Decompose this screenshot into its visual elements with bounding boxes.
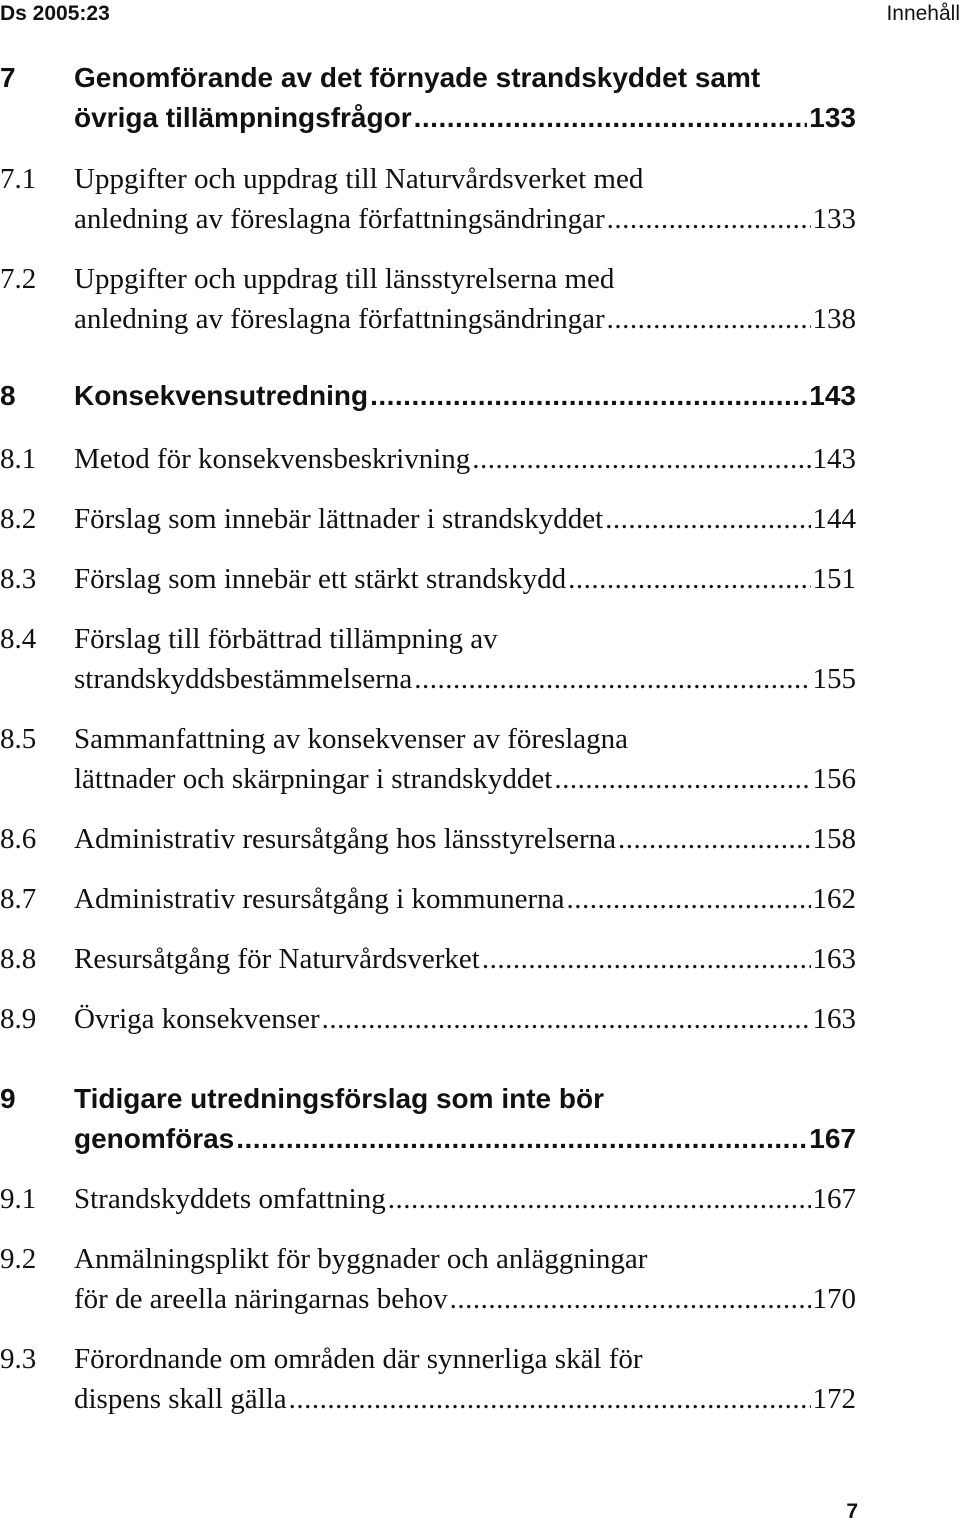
toc-entry-line <box>74 623 498 656</box>
toc-entry-title: anledning av föreslagna författningsändringar <box>74 303 605 335</box>
toc-entry-title: Förslag till förbättrad tillämpning av <box>74 623 498 655</box>
toc-entry-number: 8.7 <box>0 883 37 915</box>
toc-entry-line <box>74 943 856 976</box>
toc-entry-line <box>74 763 856 796</box>
toc-entry-title: Tidigare utredningsförslag som inte bör <box>74 1083 604 1114</box>
toc-entry-line <box>74 1003 856 1036</box>
toc-entry-line <box>74 1343 643 1376</box>
toc-entry-title: lättnader och skärpningar i strandskyddet <box>74 763 553 795</box>
toc-entry-title: Administrativ resursåtgång i kommunerna <box>74 883 565 915</box>
dot-leader <box>414 102 808 134</box>
toc-entry-number: 8.8 <box>0 943 37 975</box>
toc-entry-line <box>74 163 643 196</box>
toc-entry-number: 7.1 <box>0 163 37 195</box>
toc-page-number: 162 <box>812 883 856 915</box>
toc-page-number: 133 <box>809 102 856 133</box>
dot-leader <box>618 823 810 856</box>
toc-entry-number: 8.9 <box>0 1003 37 1035</box>
toc-page-number: 156 <box>812 763 856 795</box>
toc-page-number: 167 <box>812 1183 856 1215</box>
toc-entry-line <box>74 203 856 236</box>
page-number: 7 <box>846 1500 858 1523</box>
toc-page-number: 158 <box>812 823 856 855</box>
dot-leader <box>289 1383 811 1416</box>
toc-entry-number: 8.3 <box>0 563 37 595</box>
dot-leader <box>472 443 810 476</box>
toc-entry-number: 8.5 <box>0 723 37 755</box>
toc-page-number: 163 <box>812 943 856 975</box>
toc-entry-line <box>74 303 856 336</box>
toc-entry-title: strandskyddsbestämmelserna <box>74 663 413 695</box>
toc-entry-line <box>74 263 614 296</box>
toc-entry-line <box>74 1243 647 1276</box>
toc-entry-line <box>74 563 856 596</box>
toc-entry-line <box>74 1123 856 1155</box>
dot-leader <box>607 203 811 236</box>
toc-entry-title: Konsekvensutredning <box>74 380 369 411</box>
toc-entry-title: anledning av föreslagna författningsändringar <box>74 203 605 235</box>
dot-leader <box>450 1283 811 1316</box>
toc-entry-title: för de areella näringarnas behov <box>74 1283 448 1315</box>
toc-entry-title: Förslag som innebär ett stärkt strandskydd <box>74 563 567 595</box>
toc-page-number: 170 <box>812 1283 856 1315</box>
toc-page-number: 167 <box>809 1123 856 1154</box>
toc-entry-line <box>74 1083 604 1115</box>
dot-leader <box>236 1123 807 1155</box>
toc-entry-title: Förordnande om områden där synnerliga skäl för <box>74 1343 643 1375</box>
toc-entry-number: 8.1 <box>0 443 37 475</box>
toc-entry-title: Strandskyddets omfattning <box>74 1183 386 1215</box>
toc-entry-line <box>74 1183 856 1216</box>
toc-entry-line <box>74 1383 856 1416</box>
toc-entry-title: Genomförande av det förnyade strandskyddet samt <box>74 62 761 93</box>
toc-entry-line <box>74 663 856 696</box>
dot-leader <box>370 380 807 412</box>
toc-entry-line <box>74 102 856 134</box>
toc-entry-title: Uppgifter och uppdrag till länsstyrelserna med <box>74 263 615 295</box>
toc-entry-number: 8.2 <box>0 503 37 535</box>
toc-entry-line <box>74 823 856 856</box>
toc-entry-number: 7.2 <box>0 263 37 295</box>
toc-page-number: 151 <box>812 563 856 595</box>
toc-entry-title: Anmälningsplikt för byggnader och anläggningar <box>74 1243 648 1275</box>
toc-page-number: 143 <box>812 443 856 475</box>
toc-entry-number: 9 <box>0 1083 16 1114</box>
toc-page-number: 163 <box>812 1003 856 1035</box>
dot-leader <box>388 1183 811 1216</box>
dot-leader <box>482 943 811 976</box>
toc-page-number: 172 <box>812 1383 856 1415</box>
toc-entry-number: 9.2 <box>0 1243 37 1275</box>
running-header-right: Innehåll <box>886 2 960 25</box>
dot-leader <box>568 563 810 596</box>
toc-entry-line <box>74 443 856 476</box>
toc-page-number: 133 <box>812 203 856 235</box>
toc-entry-title: Metod för konsekvensbeskrivning <box>74 443 471 475</box>
toc-page-number: 144 <box>812 503 856 535</box>
toc-page-number: 155 <box>812 663 856 695</box>
dot-leader <box>566 883 810 916</box>
toc-entry-title: Resursåtgång för Naturvårdsverket <box>74 943 480 975</box>
toc-entry-line <box>74 380 856 412</box>
toc-entry-number: 8 <box>0 380 16 411</box>
toc-entry-line <box>74 503 856 536</box>
toc-entry-title: Administrativ resursåtgång hos länsstyrelserna <box>74 823 617 855</box>
toc-entry-line <box>74 723 628 756</box>
toc-entry-line <box>74 62 760 94</box>
toc-entry-title: Sammanfattning av konsekvenser av föreslagna <box>74 723 629 755</box>
toc-entry-title: genomföras <box>74 1123 235 1154</box>
toc-entry-line <box>74 883 856 916</box>
toc-page-number: 143 <box>809 380 856 411</box>
toc-entry-number: 7 <box>0 62 16 93</box>
toc-entry-title: Övriga konsekvenser <box>74 1003 320 1035</box>
toc-entry-number: 8.6 <box>0 823 37 855</box>
dot-leader <box>322 1003 811 1036</box>
toc-entry-number: 8.4 <box>0 623 37 655</box>
toc-entry-number: 9.1 <box>0 1183 37 1215</box>
toc-entry-title: Uppgifter och uppdrag till Naturvårdsverket med <box>74 163 644 195</box>
running-header-left: Ds 2005:23 <box>0 2 110 25</box>
dot-leader <box>414 663 810 696</box>
toc-page-number: 138 <box>812 303 856 335</box>
dot-leader <box>605 503 810 536</box>
toc-entry-title: Förslag som innebär lättnader i strandskyddet <box>74 503 604 535</box>
toc-entry-title: övriga tillämpningsfrågor <box>74 102 412 133</box>
toc-entry-number: 9.3 <box>0 1343 37 1375</box>
dot-leader <box>607 303 811 336</box>
toc-entry-title: dispens skall gälla <box>74 1383 287 1415</box>
dot-leader <box>554 763 810 796</box>
toc-entry-line <box>74 1283 856 1316</box>
